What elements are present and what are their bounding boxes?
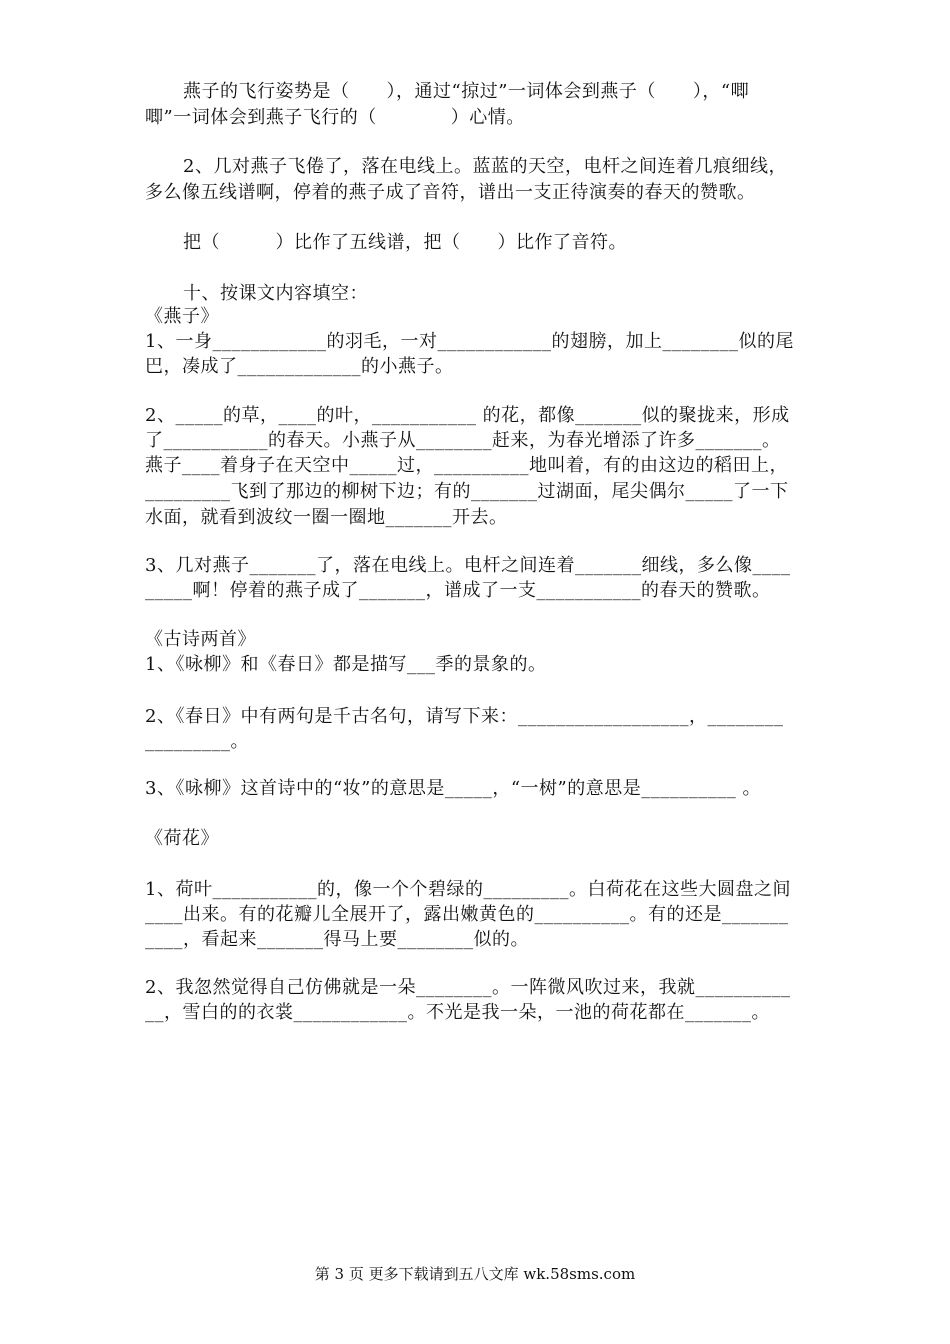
lesson-title: 《荷花》 [145, 828, 219, 849]
fill-blank-line: 了___________的春天。小燕子从________赶来，为春光增添了许多_______。 [145, 430, 781, 451]
fill-blank-line: ____，看起来_______得马上要________似的。 [145, 929, 529, 950]
passage-line: 2、几对燕子飞倦了，落在电线上。蓝蓝的天空，电杆之间连着几痕细线， [183, 156, 787, 177]
fill-blank-line: _____啊！停着的燕子成了_______，谱成了一支___________的春天的赞歌。 [145, 580, 771, 601]
fill-blank-line: 3、《咏柳》这首诗中的“妆”的意思是_____，“一树”的意思是__________ 。 [145, 778, 761, 799]
fill-blank-line: 巴，凑成了_____________的小燕子。 [145, 356, 454, 377]
fill-blank-line: 2、我忽然觉得自己仿佛就是一朵________。一阵微风吹过来，我就__________ [145, 977, 791, 998]
reading-question-line: 唧”一词体会到燕子飞行的（ ）心情。 [145, 107, 525, 128]
fill-blank-line: __，雪白的的衣裳____________。不光是我一朵，一池的荷花都在_______。 [145, 1002, 770, 1023]
fill-blank-line: 2、_____的草，____的叶，___________ 的花，都像_______似的聚拢来，形成 [145, 405, 790, 426]
fill-blank-line: 1、荷叶___________的，像一个个碧绿的_________。白荷花在这些大圆盘之间 [145, 879, 791, 900]
fill-blank-line: _________。 [145, 731, 249, 752]
fill-blank-line: 水面，就看到波纹一圈一圈地_______开去。 [145, 507, 508, 528]
lesson-title: 《古诗两首》 [145, 629, 256, 650]
fill-blank-line: _________飞到了那边的柳树下边；有的_______过湖面，尾尖偶尔_____了一下 [145, 481, 789, 502]
fill-blank-line: 2、《春日》中有两句是千古名句，请写下来：__________________，________ [145, 706, 784, 727]
fill-blank-line: 1、《咏柳》和《春日》都是描写___季的景象的。 [145, 654, 547, 675]
fill-blank-line: 3、几对燕子_______了，落在电线上。电杆之间连着_______细线，多么像____ [145, 555, 791, 576]
section-heading: 十、按课文内容填空： [183, 283, 368, 304]
page-footer: 第 3 页 更多下载请到五八文库 wk.58sms.com [314, 1265, 636, 1283]
reading-question-line: 燕子的飞行姿势是（ ），通过“掠过”一词体会到燕子（ ），“唧 [183, 81, 750, 102]
lesson-title: 《燕子》 [145, 306, 219, 327]
fill-blank-line: ____出来。有的花瓣儿全展开了，露出嫩黄色的__________。有的还是_______ [145, 904, 789, 925]
passage-line: 多么像五线谱啊，停着的燕子成了音符，谱出一支正待演奏的春天的赞歌。 [145, 182, 756, 203]
fill-blank-line: 1、一身____________的羽毛，一对____________的翅膀，加上________似的尾 [145, 331, 794, 352]
fill-blank-line: 燕子____着身子在天空中_____过，__________地叫着，有的由这边的稻田上， [145, 455, 788, 476]
reading-question-line: 把（ ）比作了五线谱，把（ ）比作了音符。 [183, 232, 627, 253]
